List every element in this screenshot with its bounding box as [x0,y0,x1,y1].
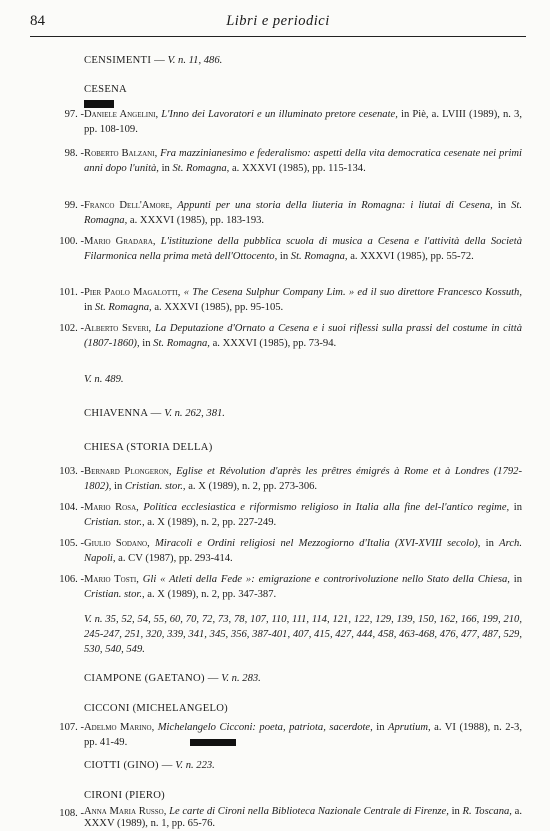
entry-106: 106. - Mario Tosti, Gli « Atleti della Fede »: emigrazione e controrivoluzione nello Stato della Chiesa, in Cristian. stor., a. X (1989), n. 2, pp. 347-387. [59,574,523,600]
heading-chiavenna: CHIAVENNA — V. n. 262, 381. [84,408,225,419]
entry-97: 97. - Daniele Angelini, L'Inno dei Lavoratori e un illuminato pretore cesenate, in Piè, a. LVIII (1989), n. 3, pp. 108-109. [64,109,523,135]
heading-cironi: CIRONI (PIERO) [84,790,165,801]
heading-censimenti: CENSIMENTI — V. n. 11, 486. [84,55,223,66]
heading-cicconi: CICCONI (MICHELANGELO) [84,703,229,714]
entry-98: 98. - Roberto Balzani, Fra mazzinianesimo e federalismo: aspetti della vita democratica cesenate nei primi anni dopo l'unità, in St. Romagna, a. XXXVI (1985), pp. 115-134. [64,148,522,174]
page-number: 84 [30,13,45,29]
entry-108: 108. - Anna Maria Russo, Le carte di Cironi nella Biblioteca Nazionale Centrale di Firenze, in R. Toscana, a. XXXV (1989), n. 1, pp. 65-76. [59,806,522,829]
crossref-cesena: V. n. 489. [84,374,124,385]
entry-104: 104. - Mario Rosa, Politica ecclesiastica e riformismo religioso in Italia alla fine del-l'antico regime, in Cristian. stor., a. X (1989), n. 2, pp. 227-249. [59,502,523,528]
heading-chiesa: CHIESA (STORIA DELLA) [84,442,213,453]
entry-103: 103. - Bernard Plongeron, Eglise et Révolution d'après les prêtres émigrés à Rome et à Londres (1792-1802), in Cristian. stor., a. X (1989), n. 2, pp. 273-306. [59,466,522,492]
ink-blot-mark [190,739,236,746]
running-title: Libri e periodici [226,13,330,29]
entry-102: 102. - Alberto Severi, La Deputazione d'Ornato a Cesena e i suoi riflessi sulla prassi del costume in città (1807-1860), in St. Romagna, a. XXXVI (1985), pp. 73-94. [59,323,522,349]
entry-100: 100. - Mario Gradara, L'istituzione della pubblica scuola di musica a Cesena e l'attività della Società Filarmonica nella prima metà dell'Ottocento, in St. Romagna, a. XXXVI (1985), pp. 55-72. [59,236,522,262]
heading-ciotti: CIOTTI (GINO) — V. n. 223. [84,760,215,771]
heading-cesena: CESENA [84,84,128,95]
entry-107: 107. - Adelmo Marino, Michelangelo Cicconi: poeta, patriota, sacerdote, in Aprutium, a. VI (1988), n. 2-3, pp. 41-49. [59,722,523,748]
crossref-chiesa: V. n. 35, 52, 54, 55, 60, 70, 72, 73, 78, 107, 110, 111, 114, 121, 122, 129, 139, 150, 162, 166, 199, 210, 245-247, 251, 320, 339, 341, 345, 356, 387-401, 407, 415, 427, 444, 458, 463-468, 476, 477, 487, 529, 530, 540, 549. [84,614,522,655]
running-header [30,14,526,37]
entry-99: 99. - Franco Dell'Amore, Appunti per una storia della liuteria in Romagna: i liutai di Cesena, in St. Romagna, a. XXXVI (1985), pp. 183-193. [64,200,522,226]
entry-105: 105. - Giulio Sodano, Miracoli e Ordini religiosi nel Mezzogiorno d'Italia (XVI-XVIII secolo), in Arch. Napoli, a. CV (1987), pp. 293-414. [59,538,522,564]
entry-101: 101. - Pier Paolo Magalotti, « The Cesena Sulphur Company Lim. » ed il suo direttore Francesco Kossuth, in St. Romagna, a. XXXVI (1985), pp. 95-105. [59,287,523,313]
heading-ciampone: CIAMPONE (GAETANO) — V. n. 283. [84,673,261,684]
